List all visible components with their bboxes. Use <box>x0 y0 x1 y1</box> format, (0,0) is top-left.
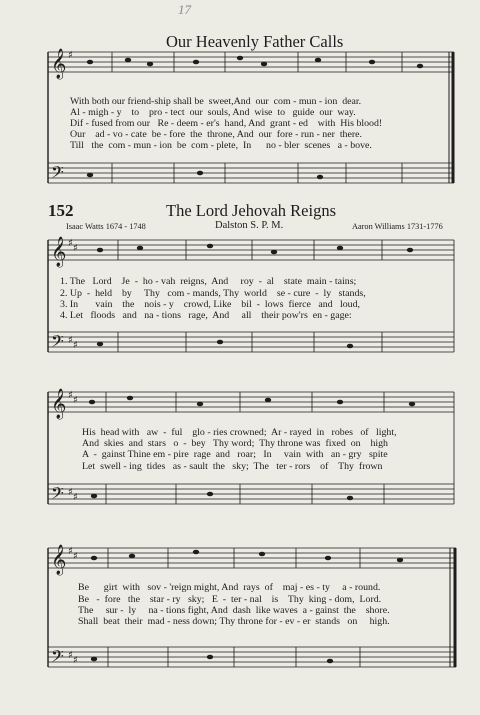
treble-clef-icon: 𝄞 <box>51 389 67 419</box>
pencil-mark: 17 <box>178 2 191 17</box>
sharp-icon: ♯ <box>68 390 73 401</box>
sharp-icon: ♯ <box>73 655 78 666</box>
sharp-icon: ♯ <box>73 243 78 254</box>
sharp-icon: ♯ <box>68 650 73 661</box>
verse-line: His head with aw - ful glo - ries crowned; Ar - rayed in robes of light, <box>82 427 397 438</box>
verse-line: 3. In vain the nois - y crowd, Like bil - lows fierce and loud, <box>60 299 361 310</box>
staff-lines <box>48 240 454 260</box>
staff-lines <box>48 332 454 352</box>
sharp-icon: ♯ <box>73 551 78 562</box>
bass-clef-icon: 𝄢 <box>51 646 64 670</box>
sharp-icon: ♯ <box>73 340 78 351</box>
verse-line: Dif - fused from our Re - deem - er's hand, And grant - ed with His blood! <box>70 118 383 129</box>
staff-lines <box>48 392 454 412</box>
treble-clef-icon: 𝄞 <box>51 545 67 575</box>
sharp-icon: ♯ <box>68 546 73 557</box>
tune-name: Dalston S. P. M. <box>215 220 284 231</box>
verse-line: Our ad - vo - cate be - fore the throne, And our fore - run - ner there. <box>70 129 363 140</box>
verse-line: Shall beat their mad - ness down; Thy throne for - ev - er stands on high. <box>78 616 390 627</box>
sharp-icon: ♯ <box>68 238 73 249</box>
verse-line: Till the com - mun - ion be com - plete, In no - bler scenes a - bove. <box>70 140 372 151</box>
hymn-number: 152 <box>48 201 74 220</box>
bass-clef-icon: 𝄢 <box>51 331 64 355</box>
bass-clef-icon: 𝄢 <box>51 162 64 186</box>
verse-line: A - gainst Thine em - pire rage and roar; In vain with an - gry spite <box>82 449 388 460</box>
sharp-icon: ♯ <box>68 335 73 346</box>
hymn-title: The Lord Jehovah Reigns <box>166 201 337 220</box>
staff-lines <box>48 647 456 667</box>
verse-line: Let swell - ing tides as - sault the sky; The ter - rors of Thy frown <box>82 461 383 472</box>
bass-clef-icon: 𝄢 <box>51 483 64 507</box>
sharp-icon: ♯ <box>68 50 73 61</box>
staff-lines <box>48 548 456 568</box>
verse-line: 4. Let floods and na - tions rage, And all their pow'rs en - gage: <box>60 310 352 321</box>
sharp-icon: ♯ <box>73 395 78 406</box>
treble-clef-icon: 𝄞 <box>51 49 67 79</box>
staff-lines <box>48 163 454 183</box>
verse-line: The sur - ly na - tions fight, And dash like waves a - gainst the shore. <box>78 605 390 616</box>
sharp-icon: ♯ <box>73 492 78 503</box>
composer-credit: Aaron Williams 1731-1776 <box>352 222 443 231</box>
verse-line: Be girt with sov - 'reign might, And rays of maj - es - ty a - round. <box>78 582 381 593</box>
staff-lines <box>48 484 454 504</box>
verse-line: Be - fore the star - ry sky; E - ter - nal is Thy king - dom, Lord. <box>78 594 382 605</box>
author-credit: Isaac Watts 1674 - 1748 <box>66 222 146 231</box>
hymn-title-top: Our Heavenly Father Calls <box>166 32 344 51</box>
verse-line: With both our friend-ship shall be sweet,And our com - mun - ion dear. <box>70 96 362 107</box>
staff-lines <box>48 52 454 72</box>
verse-line: And skies and stars o - bey Thy word; Thy throne was fixed on high <box>82 438 388 449</box>
sharp-icon: ♯ <box>68 487 73 498</box>
verse-line: Al - migh - y to pro - tect our souls, And wise to guide our way. <box>70 107 356 118</box>
verse-line: 1. The Lord Je - ho - vah reigns, And roy - al state main - tains; <box>60 276 357 287</box>
treble-clef-icon: 𝄞 <box>51 237 67 267</box>
verse-line: 2. Up - held by Thy com - mands, Thy world se - cure - ly stands, <box>60 288 366 299</box>
